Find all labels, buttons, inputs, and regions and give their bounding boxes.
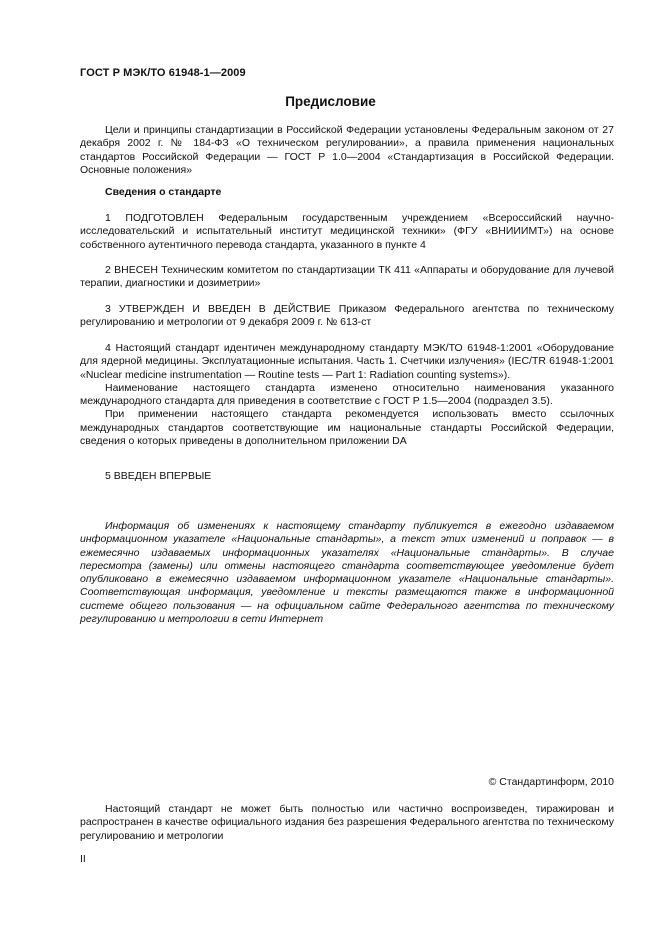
- notice-block: [80, 520, 614, 626]
- item-5-paragraph: 5 ВВЕДЕН ВПЕРВЫЕ: [105, 470, 212, 482]
- copyright-line: © Стандартинформ, 2010: [488, 776, 614, 788]
- item-1-block: [80, 212, 614, 252]
- item-1-paragraph: 1 ПОДГОТОВЛЕН Федеральным государственным учреждением «Всероссийский научно-исследовательский и испытательный институт медицинской техники» (ФГУ «ВНИИИМТ») на основе собственного аутентичного перевода стандарта, указанного в пункте 4: [80, 212, 614, 251]
- item-3-block: [80, 303, 614, 330]
- intro-block: [80, 124, 614, 177]
- rights-paragraph: Настоящий стандарт не может быть полностью или частично воспроизведен, тиражирован и распространен в качестве официального издания без разрешения Федерального агентства по техническому регулированию и метрологии: [80, 803, 614, 842]
- item-2-paragraph: 2 ВНЕСЕН Техническим комитетом по стандартизации ТК 411 «Аппараты и оборудование для лучевой терапии, диагностики и дозиметрии»: [80, 264, 614, 290]
- item-2-block: [80, 264, 614, 291]
- notice-paragraph: Информация об изменениях к настоящему стандарту публикуется в ежегодно издаваемом информационном указателе «Национальные стандарты», а текст этих изменений и поправок — в ежемесячно издаваемых информационных указателях «Национальные стандарты». В случае пересмотра (замены) или отмены настоящего стандарта соответствующее уведомление будет опубликовано в ежемесячно издаваемом информационном указателе «Национальные стандарты». Соответствующая информация, уведомление и тексты размещаются также в информационной системе общего пользования — на официальном сайте Федерального агентства по техническому регулированию и метрологии в сети Интернет: [80, 520, 614, 626]
- item-4-paragraph-b: Наименование настоящего стандарта изменено относительно наименования указанного международного стандарта для приведения в соответствие с ГОСТ Р 1.5—2004 (подраздел 3.5).: [80, 381, 614, 408]
- subtitle-block: [80, 186, 614, 199]
- document-header: ГОСТ Р МЭК/ТО 61948-1—2009: [80, 67, 246, 79]
- section-subtitle: Сведения о стандарте: [105, 186, 222, 198]
- page-number: II: [80, 853, 86, 865]
- intro-paragraph: Цели и принципы стандартизации в Российской Федерации установлены Федеральным законом от 27 декабря 2002 г. № 184-ФЗ «О техническом регулировании», а правила применения национальных стандартов Российской Федерации — ГОСТ Р 1.0—2004 «Стандартизация в Российской Федерации. Основные положения»: [80, 124, 614, 176]
- item-3-paragraph: 3 УТВЕРЖДЕН И ВВЕДЕН В ДЕЙСТВИЕ Приказом Федерального агентства по техническому регулированию и метрологии от 9 декабря 2009 г. № 613-ст: [80, 303, 614, 329]
- item-5-block: [80, 470, 614, 483]
- item-4-block: [80, 342, 614, 448]
- item-4-paragraph-c: При применении настоящего стандарта рекомендуется использовать вместо ссылочных международных стандартов соответствующие им национальные стандарты Российской Федерации, сведения о которых приведены в дополнительном приложении DA: [80, 408, 614, 448]
- rights-block: [80, 803, 614, 843]
- item-4-paragraph-a: 4 Настоящий стандарт идентичен международному стандарту МЭК/ТО 61948-1:2001 «Оборудование для ядерной медицины. Эксплуатационные испытания. Часть 1. Счетчики излучения» (IEC/TR 61948-1:2001 «Nuclear medicine instrumentation — Routine tests — Part 1: Radiation counting systems»).: [80, 342, 614, 381]
- page-title: Предисловие: [285, 94, 376, 109]
